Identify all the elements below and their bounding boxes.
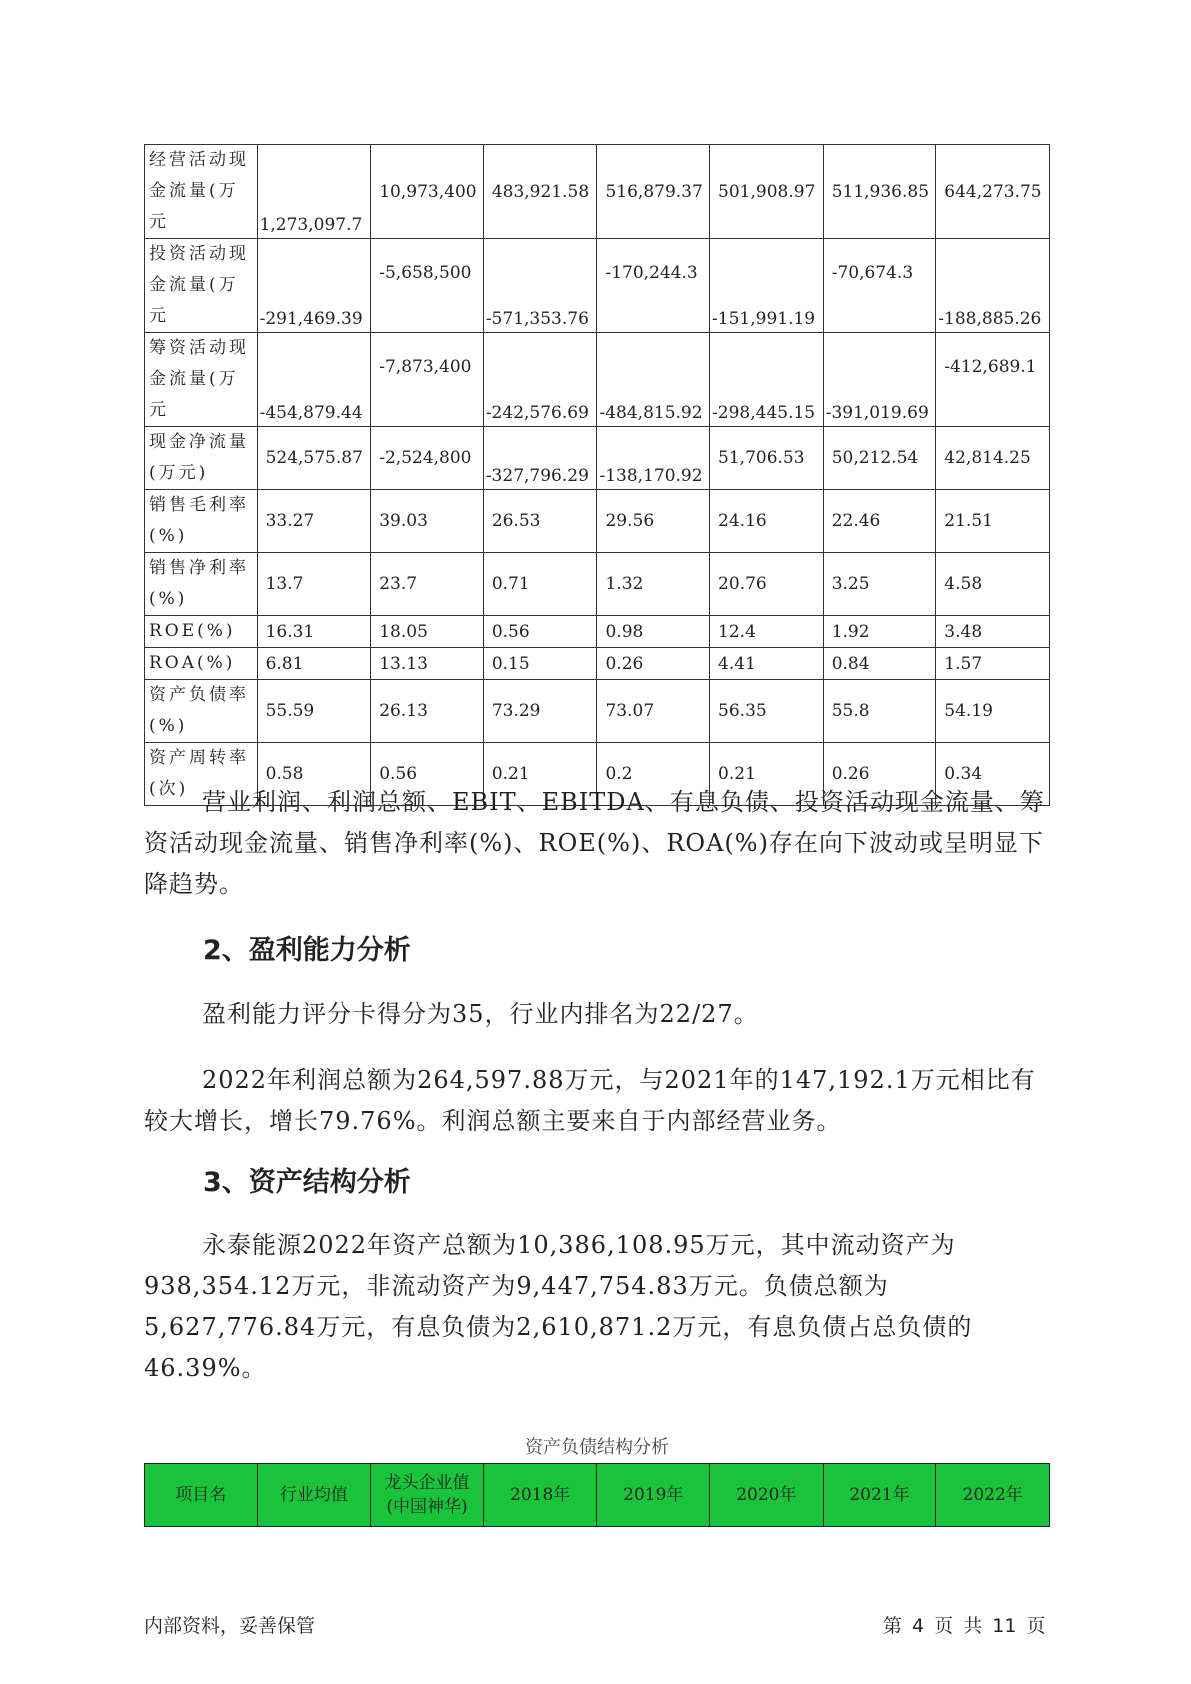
table-row xyxy=(145,145,1050,239)
table-cell: 50,212.54 xyxy=(823,427,936,490)
table-cell: -412,689.1 xyxy=(936,333,1050,427)
table-cell: -70,674.3 xyxy=(823,239,936,333)
table-cell: 1.57 xyxy=(936,648,1050,680)
table-cell: 1,273,097.7 xyxy=(257,145,371,239)
table-cell: 29.56 xyxy=(597,490,710,553)
table-cell: 644,273.75 xyxy=(936,145,1050,239)
table-cell: 0.58 xyxy=(257,743,371,806)
column-header: 2019年 xyxy=(597,1464,710,1527)
table-cell: 0.34 xyxy=(936,743,1050,806)
table-cell: 42,814.25 xyxy=(936,427,1050,490)
table-cell: -298,445.15 xyxy=(710,333,824,427)
column-header: 行业均值 xyxy=(257,1464,371,1527)
table-cell: 0.56 xyxy=(483,616,597,648)
table-cell: -5,658,500 xyxy=(371,239,484,333)
row-label: 资产周转率(次) xyxy=(145,743,258,806)
table-row xyxy=(145,680,1050,743)
footer-page-number: 第 4 页 共 11 页 xyxy=(883,1615,1046,1637)
table-cell: -291,469.39 xyxy=(257,239,371,333)
table-cell: 511,936.85 xyxy=(823,145,936,239)
table-cell: 1.32 xyxy=(597,553,710,616)
table-cell: 0.84 xyxy=(823,648,936,680)
table-cell: 0.56 xyxy=(371,743,484,806)
table-cell: -454,879.44 xyxy=(257,333,371,427)
column-header: 2020年 xyxy=(710,1464,824,1527)
table-row xyxy=(145,333,1050,427)
column-header: 2021年 xyxy=(823,1464,936,1527)
table-row xyxy=(145,427,1050,490)
table-cell: 0.26 xyxy=(823,743,936,806)
table-cell: 24.16 xyxy=(710,490,824,553)
table-cell: 501,908.97 xyxy=(710,145,824,239)
section-heading-profitability: 2、盈利能力分析 xyxy=(203,935,411,966)
column-header: 项目名 xyxy=(145,1464,258,1527)
table-header-row xyxy=(145,1464,1050,1527)
table-cell: 3.25 xyxy=(823,553,936,616)
footer-confidential-note: 内部资料，妥善保管 xyxy=(144,1615,316,1637)
row-label: 经营活动现金流量(万元 xyxy=(145,145,258,239)
table-row xyxy=(145,553,1050,616)
table-cell: 20.76 xyxy=(710,553,824,616)
table-row xyxy=(145,490,1050,553)
table-cell: 13.7 xyxy=(257,553,371,616)
table-caption: 资产负债结构分析 xyxy=(525,1437,669,1458)
column-header: 2022年 xyxy=(936,1464,1050,1527)
table-cell: 483,921.58 xyxy=(483,145,597,239)
table-cell: 22.46 xyxy=(823,490,936,553)
asset-structure-paragraph: 永泰能源2022年资产总额为10,386,108.95万元，其中流动资产为938,354.12万元，非流动资产为9,447,754.83万元。负债总额为5,627,776.84万元，有息负债为2,610,871.2万元，有息负债占总负债的46.39%。 xyxy=(144,1231,973,1382)
row-label: 销售毛利率(%) xyxy=(145,490,258,553)
table-cell: 51,706.53 xyxy=(710,427,824,490)
table-cell: 6.81 xyxy=(257,648,371,680)
table-row xyxy=(145,648,1050,680)
table-cell: 0.98 xyxy=(597,616,710,648)
table-cell: 16.31 xyxy=(257,616,371,648)
table-cell: 33.27 xyxy=(257,490,371,553)
table-cell: 4.58 xyxy=(936,553,1050,616)
table-cell: 10,973,400 xyxy=(371,145,484,239)
profitability-score-paragraph: 盈利能力评分卡得分为35，行业内排名为22/27。 xyxy=(202,1000,759,1028)
table-cell: -170,244.3 xyxy=(597,239,710,333)
row-label: 筹资活动现金流量(万元 xyxy=(145,333,258,427)
table-cell: 3.48 xyxy=(936,616,1050,648)
table-cell: 0.21 xyxy=(483,743,597,806)
table-cell: 23.7 xyxy=(371,553,484,616)
row-label: 投资活动现金流量(万元 xyxy=(145,239,258,333)
column-header: 龙头企业值(中国神华) xyxy=(371,1464,484,1527)
table-cell: 55.59 xyxy=(257,680,371,743)
row-label: 现金净流量(万元) xyxy=(145,427,258,490)
asset-liability-structure-table xyxy=(144,1463,1050,1527)
table-cell: 26.53 xyxy=(483,490,597,553)
table-cell: 18.05 xyxy=(371,616,484,648)
table-cell: 524,575.87 xyxy=(257,427,371,490)
table-cell: 1.92 xyxy=(823,616,936,648)
table-cell: 0.15 xyxy=(483,648,597,680)
table-cell: 516,879.37 xyxy=(597,145,710,239)
table-cell: -151,991.19 xyxy=(710,239,824,333)
row-label: ROE(%) xyxy=(145,616,258,648)
table-cell: 0.2 xyxy=(597,743,710,806)
table-cell: -242,576.69 xyxy=(483,333,597,427)
row-label: 资产负债率(%) xyxy=(145,680,258,743)
table-cell: 12.4 xyxy=(710,616,824,648)
table-cell: 73.07 xyxy=(597,680,710,743)
table-cell: -391,019.69 xyxy=(823,333,936,427)
table-cell: -188,885.26 xyxy=(936,239,1050,333)
table-cell: 21.51 xyxy=(936,490,1050,553)
table-cell: 56.35 xyxy=(710,680,824,743)
table-cell: -7,873,400 xyxy=(371,333,484,427)
table-cell: 55.8 xyxy=(823,680,936,743)
table-cell: 13.13 xyxy=(371,648,484,680)
table-cell: 0.21 xyxy=(710,743,824,806)
table-cell: 39.03 xyxy=(371,490,484,553)
table-cell: 0.26 xyxy=(597,648,710,680)
table-cell: 54.19 xyxy=(936,680,1050,743)
table-cell: 4.41 xyxy=(710,648,824,680)
section-heading-asset-structure: 3、资产结构分析 xyxy=(203,1167,411,1198)
table-cell: 0.71 xyxy=(483,553,597,616)
financial-metrics-table xyxy=(144,144,1050,806)
column-header: 2018年 xyxy=(483,1464,597,1527)
table-cell: -484,815.92 xyxy=(597,333,710,427)
profit-total-paragraph: 2022年利润总额为264,597.88万元，与2021年的147,192.1万元相比有较大增长，增长79.76%。利润总额主要来自于内部经营业务。 xyxy=(144,1066,1036,1135)
table-cell: 26.13 xyxy=(371,680,484,743)
table-cell: -138,170.92 xyxy=(597,427,710,490)
row-label: 销售净利率(%) xyxy=(145,553,258,616)
table-row xyxy=(145,239,1050,333)
table-cell: -2,524,800 xyxy=(371,427,484,490)
summary-paragraph: 营业利润、利润总额、EBIT、EBITDA、有息负债、投资活动现金流量、筹资活动现金流量、销售净利率(%)、ROE(%)、ROA(%)存在向下波动或呈明显下降趋势。 xyxy=(144,788,1045,898)
row-label: ROA(%) xyxy=(145,648,258,680)
table-cell: -571,353.76 xyxy=(483,239,597,333)
table-cell: 73.29 xyxy=(483,680,597,743)
table-cell: -327,796.29 xyxy=(483,427,597,490)
table-row xyxy=(145,616,1050,648)
